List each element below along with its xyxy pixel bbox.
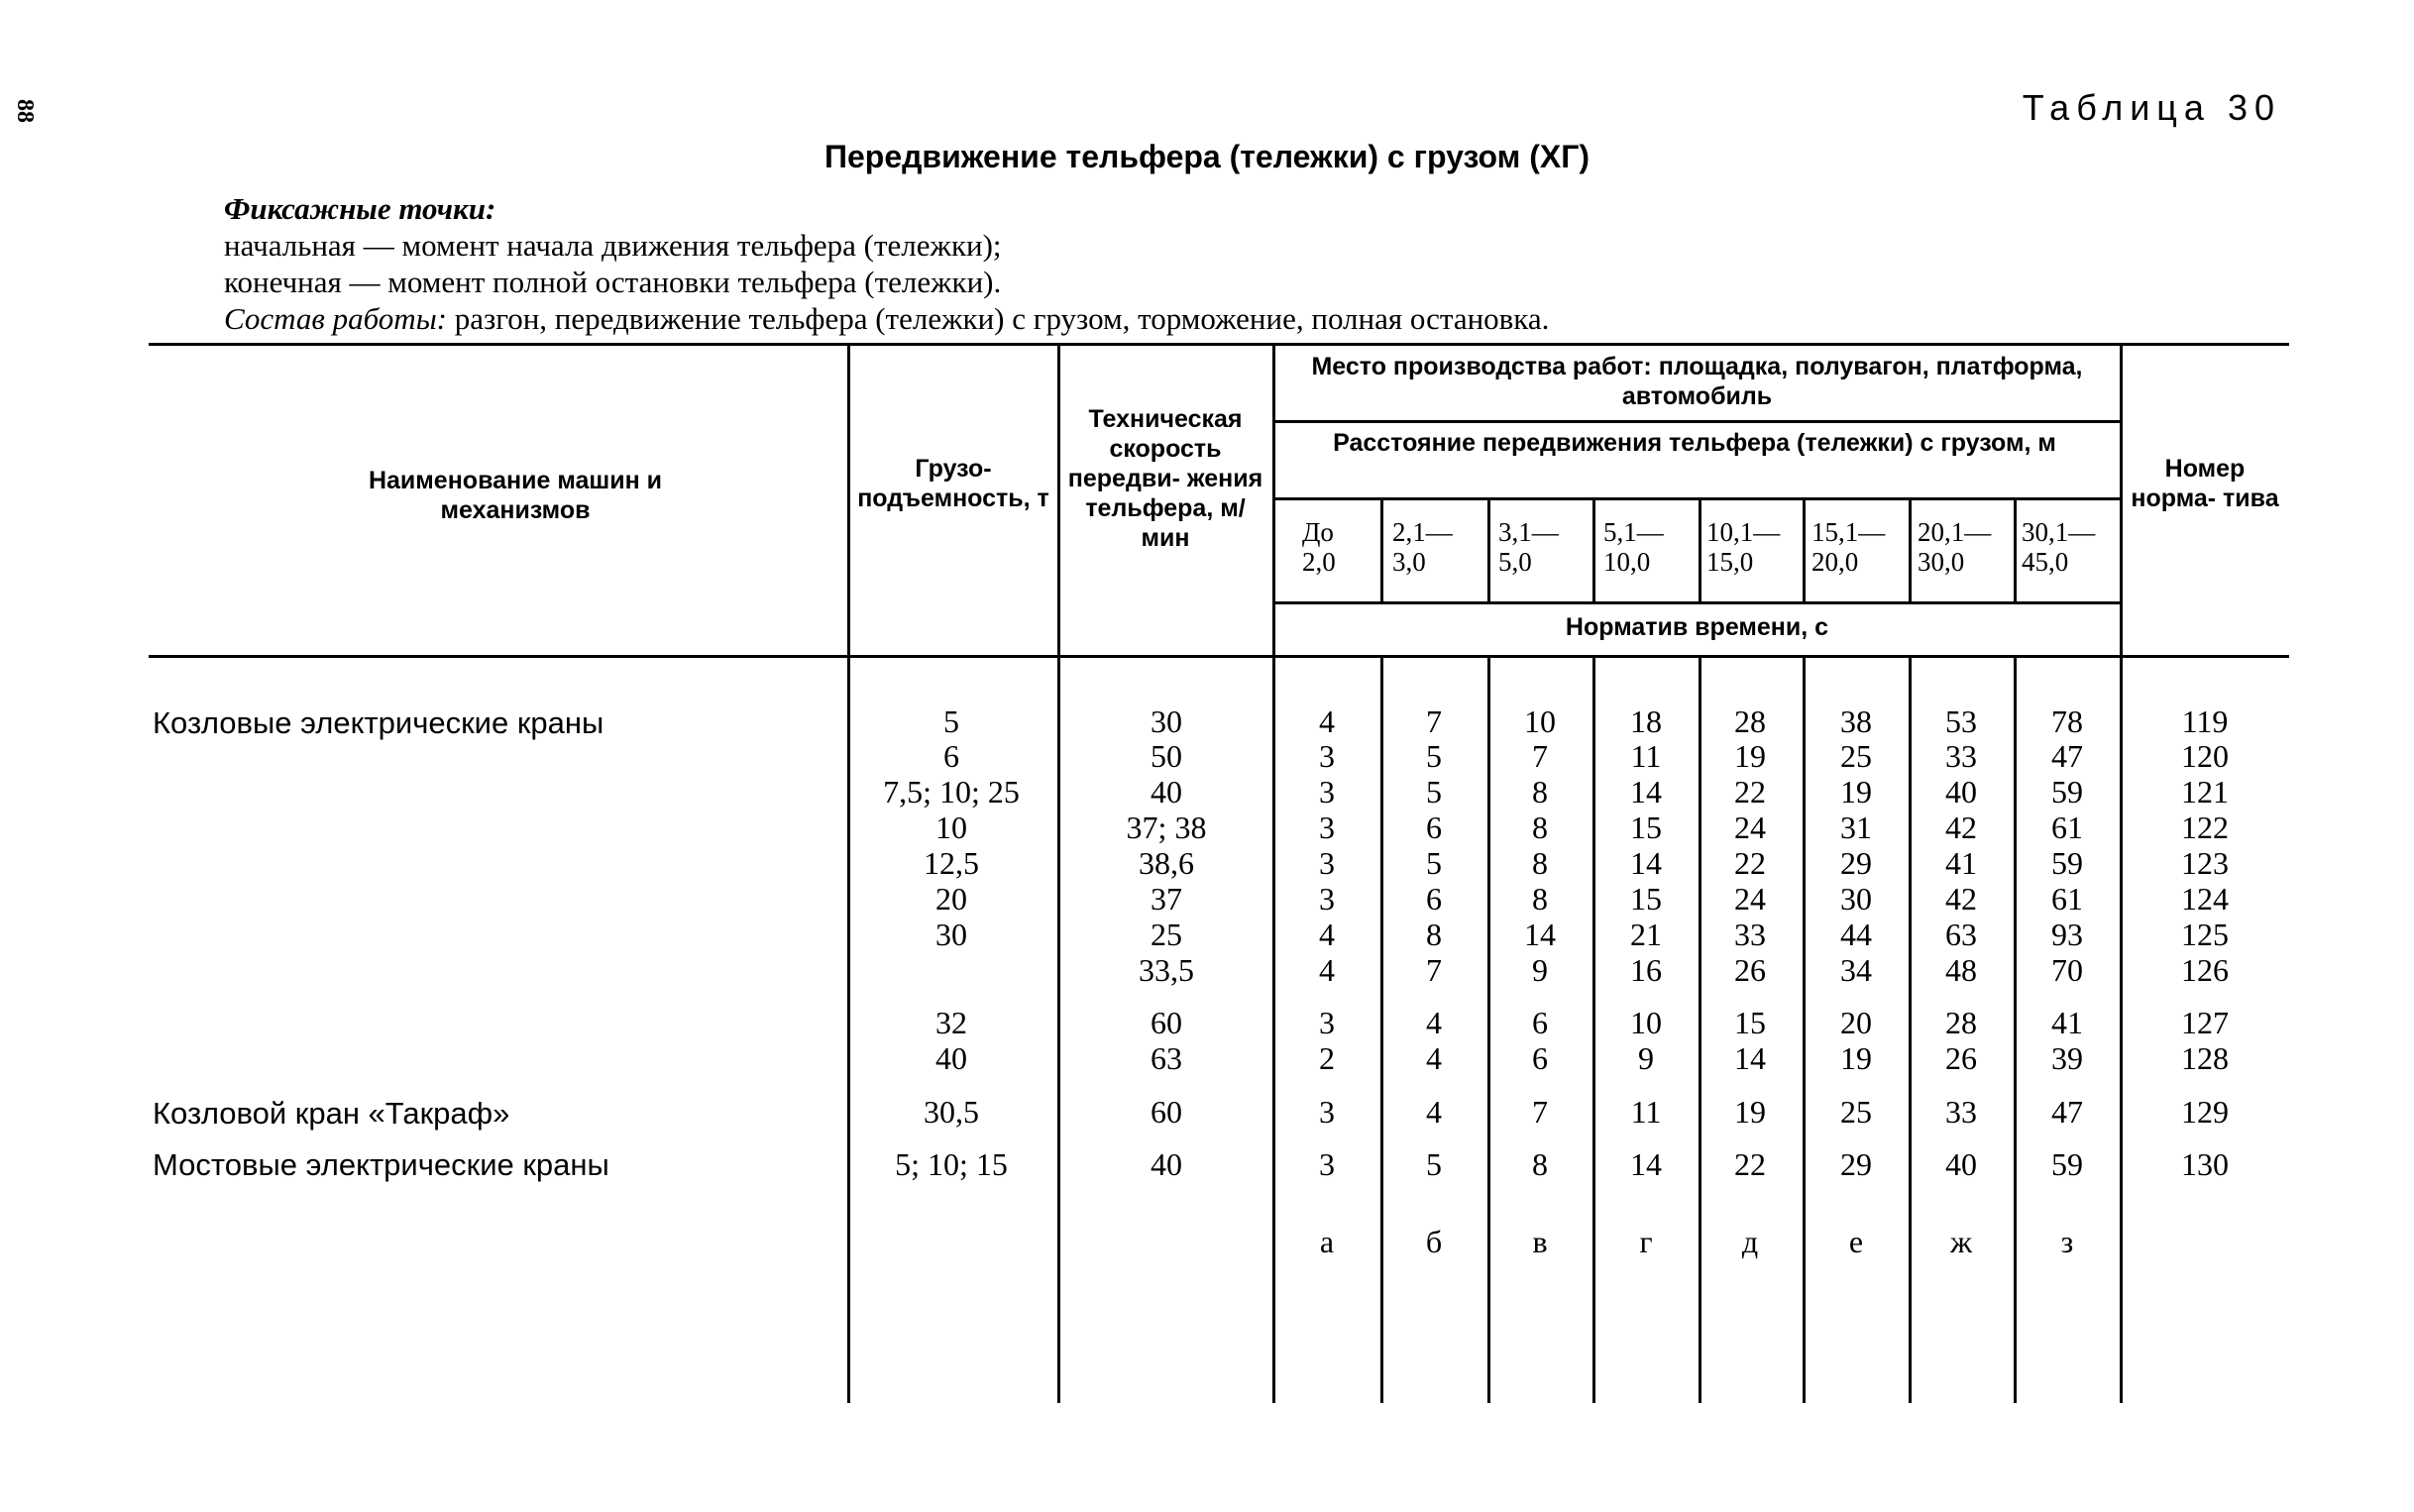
- col-divider-3: [1272, 343, 1275, 1403]
- data-divider-3: [1592, 655, 1595, 1403]
- norm-time-cell: 14: [1630, 774, 1662, 810]
- norm-time-cell: 29: [1840, 1146, 1872, 1182]
- norm-number-cell: 119: [2181, 703, 2229, 739]
- norm-time-cell: 93: [2051, 917, 2083, 952]
- norm-number-cell: 129: [2181, 1094, 2229, 1130]
- capacity-cell: 20: [935, 881, 967, 917]
- col-divider-1: [847, 343, 850, 1403]
- capacity-cell: 30,5: [924, 1094, 979, 1130]
- norm-time-cell: 25: [1840, 1094, 1872, 1130]
- column-letter: в: [1532, 1224, 1548, 1259]
- norm-time-cell: 18: [1630, 703, 1662, 739]
- column-letter: д: [1741, 1224, 1759, 1259]
- speed-cell: 50: [1151, 738, 1182, 774]
- norm-number-cell: 130: [2181, 1146, 2229, 1182]
- speed-cell: 37: [1151, 881, 1182, 917]
- norm-time-cell: 15: [1630, 881, 1662, 917]
- header-machine: Наименование машин и механизмов: [368, 467, 663, 524]
- norm-time-cell: 19: [1734, 738, 1766, 774]
- table-top-rule: [149, 343, 2289, 346]
- capacity-cell: 12,5: [924, 845, 979, 881]
- norm-time-cell: 40: [1945, 1146, 1977, 1182]
- header-rule-1: [1272, 420, 2120, 423]
- norm-time-cell: 25: [1840, 738, 1872, 774]
- range-4: 10,1— 15,0: [1706, 517, 1781, 577]
- norm-time-cell: 4: [1319, 917, 1335, 952]
- norm-time-cell: 2: [1319, 1040, 1335, 1076]
- norm-time-cell: 5: [1426, 845, 1442, 881]
- norm-time-cell: 33: [1945, 738, 1977, 774]
- work-text: разгон, передвижение тельфера (тележки) с грузом, торможение, полная остановка.: [447, 301, 1550, 336]
- range-1: 2,1— 3,0: [1392, 517, 1453, 577]
- norm-time-cell: 20: [1840, 1005, 1872, 1040]
- norm-time-cell: 22: [1734, 845, 1766, 881]
- norm-number-cell: 124: [2181, 881, 2229, 917]
- norm-time-cell: 4: [1426, 1040, 1442, 1076]
- range-divider-3: [1592, 497, 1595, 601]
- page-title: Передвижение тельфера (тележки) с грузом (ХГ): [823, 139, 1591, 174]
- norm-time-cell: 29: [1840, 845, 1872, 881]
- page-number: 88: [12, 99, 38, 123]
- fix-points-label: Фиксажные точки:: [224, 191, 496, 226]
- range-7: 30,1— 45,0: [2022, 517, 2096, 577]
- norm-time-cell: 4: [1319, 703, 1335, 739]
- norm-time-cell: 38: [1840, 703, 1872, 739]
- norm-number-cell: 127: [2181, 1005, 2229, 1040]
- norm-time-cell: 61: [2051, 810, 2083, 845]
- norm-time-cell: 53: [1945, 703, 1977, 739]
- norm-time-cell: 26: [1945, 1040, 1977, 1076]
- header-bottom-rule: [149, 655, 2289, 658]
- capacity-cell: 7,5; 10; 25: [883, 774, 1020, 810]
- speed-cell: 25: [1151, 917, 1182, 952]
- norm-time-cell: 33: [1734, 917, 1766, 952]
- norm-time-cell: 63: [1945, 917, 1977, 952]
- norm-time-cell: 6: [1532, 1005, 1548, 1040]
- range-2: 3,1— 5,0: [1498, 517, 1559, 577]
- norm-time-cell: 8: [1532, 1146, 1548, 1182]
- norm-time-cell: 7: [1532, 1094, 1548, 1130]
- norm-time-cell: 14: [1524, 917, 1556, 952]
- norm-time-cell: 59: [2051, 845, 2083, 881]
- capacity-cell: 32: [935, 1005, 967, 1040]
- header-rule-2: [1272, 497, 2120, 500]
- norm-time-cell: 9: [1638, 1040, 1654, 1076]
- column-letter: е: [1848, 1224, 1864, 1259]
- norm-time-cell: 10: [1524, 703, 1556, 739]
- norm-time-cell: 9: [1532, 952, 1548, 988]
- column-letter: г: [1639, 1224, 1653, 1259]
- norm-time-cell: 41: [1945, 845, 1977, 881]
- norm-time-cell: 3: [1319, 1146, 1335, 1182]
- speed-cell: 40: [1151, 1146, 1182, 1182]
- capacity-cell: 30: [935, 917, 967, 952]
- norm-time-cell: 15: [1734, 1005, 1766, 1040]
- capacity-cell: 5: [943, 703, 959, 739]
- norm-time-cell: 4: [1426, 1094, 1442, 1130]
- norm-time-cell: 3: [1319, 845, 1335, 881]
- range-divider-6: [1909, 497, 1912, 601]
- norm-time-cell: 5: [1426, 1146, 1442, 1182]
- header-place: Место производства работ: площадка, полувагон, платформа, автомобиль: [1311, 353, 2083, 410]
- header-speed: Техническая скорость передви- жения тельфера, м/мин: [1067, 405, 1263, 552]
- norm-number-cell: 128: [2181, 1040, 2229, 1076]
- speed-cell: 40: [1151, 774, 1182, 810]
- norm-time-cell: 14: [1734, 1040, 1766, 1076]
- speed-cell: 37; 38: [1126, 810, 1207, 845]
- norm-time-cell: 14: [1630, 845, 1662, 881]
- norm-time-cell: 15: [1630, 810, 1662, 845]
- norm-time-cell: 6: [1426, 810, 1442, 845]
- norm-time-cell: 8: [1532, 845, 1548, 881]
- speed-cell: 60: [1151, 1005, 1182, 1040]
- norm-time-cell: 44: [1840, 917, 1872, 952]
- norm-time-cell: 3: [1319, 881, 1335, 917]
- norm-time-cell: 3: [1319, 1094, 1335, 1130]
- norm-time-cell: 19: [1734, 1094, 1766, 1130]
- norm-time-cell: 16: [1630, 952, 1662, 988]
- norm-time-cell: 41: [2051, 1005, 2083, 1040]
- norm-number-cell: 121: [2181, 774, 2229, 810]
- capacity-cell: 6: [943, 738, 959, 774]
- speed-cell: 30: [1151, 703, 1182, 739]
- range-divider-5: [1803, 497, 1806, 601]
- speed-cell: 60: [1151, 1094, 1182, 1130]
- range-0: До 2,0: [1302, 517, 1336, 577]
- column-letter: б: [1425, 1224, 1443, 1259]
- norm-number-cell: 120: [2181, 738, 2229, 774]
- norm-number-cell: 125: [2181, 917, 2229, 952]
- column-letter: ж: [1949, 1224, 1973, 1259]
- norm-time-cell: 5: [1426, 774, 1442, 810]
- norm-time-cell: 48: [1945, 952, 1977, 988]
- norm-time-cell: 24: [1734, 881, 1766, 917]
- range-divider-4: [1699, 497, 1701, 601]
- norm-time-cell: 11: [1630, 1094, 1662, 1130]
- group-name-takraf: Козловой кран «Такраф»: [153, 1096, 510, 1131]
- col-divider-2: [1057, 343, 1060, 1403]
- norm-time-cell: 70: [2051, 952, 2083, 988]
- norm-time-cell: 8: [1426, 917, 1442, 952]
- capacity-cell: 40: [935, 1040, 967, 1076]
- capacity-cell: 5; 10; 15: [895, 1146, 1008, 1182]
- norm-time-cell: 4: [1319, 952, 1335, 988]
- col-divider-norm: [2120, 343, 2123, 1403]
- norm-time-cell: 3: [1319, 810, 1335, 845]
- norm-number-cell: 126: [2181, 952, 2229, 988]
- norm-time-cell: 21: [1630, 917, 1662, 952]
- speed-cell: 38,6: [1139, 845, 1194, 881]
- header-norm-time: Норматив времени, с: [1565, 613, 1829, 641]
- norm-time-cell: 22: [1734, 774, 1766, 810]
- norm-time-cell: 59: [2051, 1146, 2083, 1182]
- range-divider-7: [2014, 497, 2017, 601]
- data-divider-1: [1380, 655, 1383, 1403]
- norm-time-cell: 19: [1840, 1040, 1872, 1076]
- norm-time-cell: 59: [2051, 774, 2083, 810]
- header-capacity: Грузо- подъемность, т: [857, 455, 1049, 512]
- norm-time-cell: 24: [1734, 810, 1766, 845]
- range-5: 15,1— 20,0: [1811, 517, 1886, 577]
- norm-time-cell: 47: [2051, 738, 2083, 774]
- norm-time-cell: 4: [1426, 1005, 1442, 1040]
- norm-time-cell: 78: [2051, 703, 2083, 739]
- norm-time-cell: 6: [1426, 881, 1442, 917]
- norm-time-cell: 42: [1945, 881, 1977, 917]
- norm-time-cell: 42: [1945, 810, 1977, 845]
- norm-time-cell: 33: [1945, 1094, 1977, 1130]
- norm-time-cell: 3: [1319, 738, 1335, 774]
- norm-time-cell: 7: [1426, 952, 1442, 988]
- speed-cell: 63: [1151, 1040, 1182, 1076]
- norm-time-cell: 39: [2051, 1040, 2083, 1076]
- norm-time-cell: 8: [1532, 881, 1548, 917]
- norm-time-cell: 34: [1840, 952, 1872, 988]
- header-distance: Расстояние передвижения тельфера (тележки) с грузом, м: [1333, 429, 2056, 457]
- speed-cell: 33,5: [1139, 952, 1194, 988]
- group-name-bridge-cranes: Мостовые электрические краны: [153, 1147, 609, 1182]
- header-norm-no: Номер норма- тива: [2131, 455, 2279, 512]
- group-name-gantry-cranes: Козловые электрические краны: [153, 705, 604, 740]
- norm-time-cell: 28: [1734, 703, 1766, 739]
- norm-time-cell: 22: [1734, 1146, 1766, 1182]
- range-6: 20,1— 30,0: [1918, 517, 1992, 577]
- norm-time-cell: 7: [1426, 703, 1442, 739]
- header-rule-3: [1272, 601, 2120, 604]
- norm-time-cell: 28: [1945, 1005, 1977, 1040]
- data-divider-5: [1803, 655, 1806, 1403]
- norm-time-cell: 11: [1630, 738, 1662, 774]
- norm-time-cell: 61: [2051, 881, 2083, 917]
- column-letter: а: [1319, 1224, 1335, 1259]
- norm-time-cell: 26: [1734, 952, 1766, 988]
- norm-time-cell: 3: [1319, 1005, 1335, 1040]
- norm-time-cell: 31: [1840, 810, 1872, 845]
- norm-time-cell: 6: [1532, 1040, 1548, 1076]
- range-divider-1: [1380, 497, 1383, 601]
- range-3: 5,1— 10,0: [1603, 517, 1664, 577]
- column-letter: з: [2060, 1224, 2074, 1259]
- intro-block: [224, 190, 1549, 337]
- work-label: Состав работы:: [224, 301, 448, 336]
- norm-time-cell: 40: [1945, 774, 1977, 810]
- capacity-cell: 10: [935, 810, 967, 845]
- data-divider-7: [2014, 655, 2017, 1403]
- norm-time-cell: 47: [2051, 1094, 2083, 1130]
- start-point-text: начальная — момент начала движения тельфера (тележки);: [224, 228, 1002, 263]
- norm-time-cell: 7: [1532, 738, 1548, 774]
- norm-time-cell: 19: [1840, 774, 1872, 810]
- norm-time-cell: 10: [1630, 1005, 1662, 1040]
- table-label: Таблица 30: [2022, 87, 2281, 128]
- norm-number-cell: 122: [2181, 810, 2229, 845]
- norm-time-cell: 8: [1532, 774, 1548, 810]
- norm-time-cell: 5: [1426, 738, 1442, 774]
- norm-time-cell: 8: [1532, 810, 1548, 845]
- norm-time-cell: 14: [1630, 1146, 1662, 1182]
- range-divider-2: [1487, 497, 1490, 601]
- end-point-text: конечная — момент полной остановки тельфера (тележки).: [224, 265, 1002, 299]
- norm-time-cell: 30: [1840, 881, 1872, 917]
- norm-time-cell: 3: [1319, 774, 1335, 810]
- norm-number-cell: 123: [2181, 845, 2229, 881]
- work-composition: [224, 300, 1549, 337]
